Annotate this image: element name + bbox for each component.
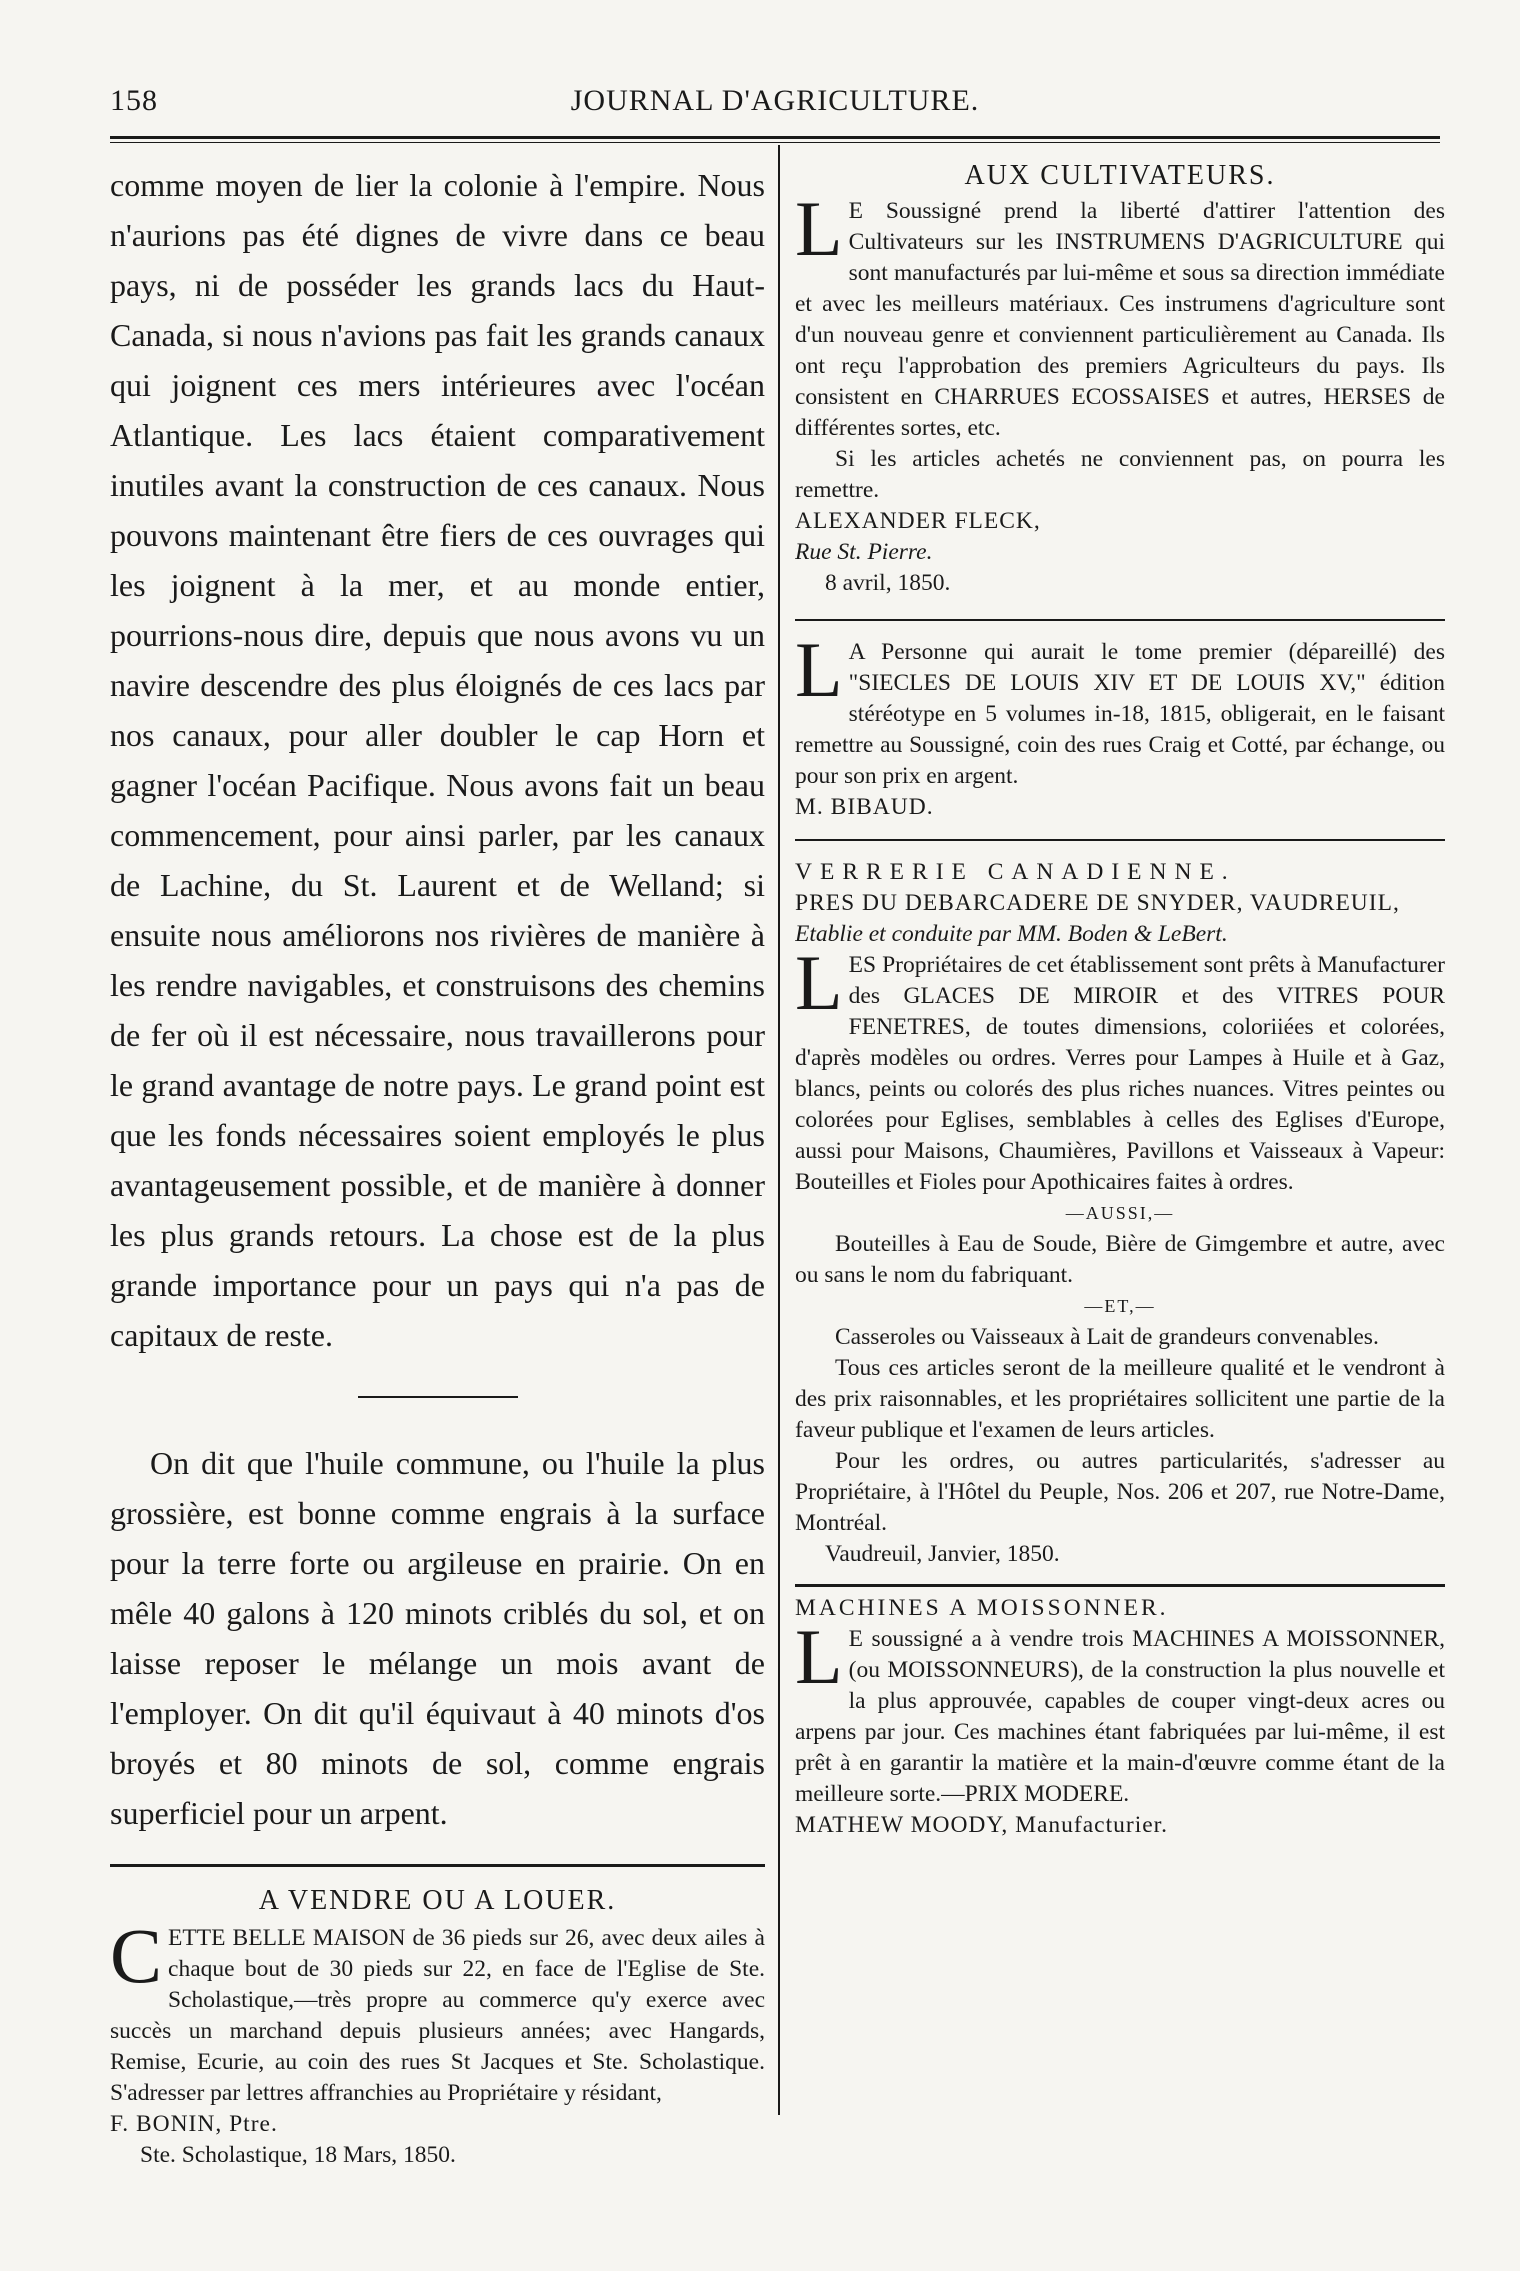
ad-address: Rue St. Pierre. <box>795 539 933 565</box>
header-rule <box>110 136 1440 139</box>
ad-text: L E Soussigné prend la liberté d'attirer l'attention des Cultivateurs sur les INSTRUMENS D'AGRICULTURE qui sont manufacturés par lui-même et sous sa direction immédiate et avec les meilleurs matériaux. Ces instrumens d'agriculture sont d'un nouveau genre et conviennent particulièrement au Canada. Ils ont reçu l'approbation des premiers Agriculteurs du pays. Ils consistent en CHARRUES ECOSSAISES et autres, HERSES de différentes sortes, etc. <box>795 185 1445 441</box>
ad-title: VERRERIE CANADIENNE. <box>795 859 1236 885</box>
ad-date: 8 avril, 1850. <box>825 570 951 596</box>
ad-text: Casseroles ou Vaisseaux à Lait de grandeurs convenables. <box>835 1324 1379 1350</box>
journal-title: JOURNAL D'AGRICULTURE. <box>570 84 980 117</box>
ad-date: Vaudreuil, Janvier, 1850. <box>825 1541 1060 1567</box>
ad-machines <box>795 1593 1445 1841</box>
header-rule-thin <box>110 142 1440 143</box>
ad-cultivateurs <box>795 160 1445 599</box>
ad-text: Bouteilles à Eau de Soude, Bière de Gimgembre et autre, avec ou sans le nom du fabriquant. <box>795 1231 1445 1288</box>
ad-signature: MATHEW MOODY, Manufacturier. <box>795 1812 1169 1838</box>
column-divider <box>778 145 780 2115</box>
right-column <box>795 160 1445 1841</box>
ad-date: Ste. Scholastique, 18 Mars, 1850. <box>140 2142 456 2168</box>
ad-signature: ALEXANDER FLECK, <box>795 508 1041 534</box>
drop-cap: L <box>795 626 843 713</box>
ad-signature: F. BONIN, Ptre. <box>110 2111 278 2137</box>
drop-cap: C <box>110 1912 163 1999</box>
ad-personne <box>795 626 1445 823</box>
drop-cap: L <box>795 185 843 272</box>
ad-subtitle: PRES DU DEBARCADERE DE SNYDER, VAUDREUIL, <box>795 890 1400 916</box>
ad-text: L E soussigné a à vendre trois MACHINES A MOISSONNER, (ou MOISSONNEURS), de la construction la plus nouvelle et la plus approuvée, capables de couper vingt-deux acres ou arpens par jour. Ces machines étant fabriquées par lui-même, il est prêt à en garantir la matière et la main-d'œuvre comme étant de la meilleure sorte.—PRIX MODERE. <box>795 1613 1445 1807</box>
ad-verrerie <box>795 857 1445 1570</box>
ad-title: AUX CULTIVATEURS. <box>964 160 1276 191</box>
ad-text: CETTE BELLE MAISON de 36 pieds sur 26, avec deux ailes à chaque bout de 30 pieds sur 22, en face de l'Eglise de Ste. Scholastique,—très propre au commerce qu'y exerce avec succès un marchand depuis plusieurs années; avec Hangards, Remise, Ecurie, au coin des rues St Jacques et Ste. Scholastique. S'adresser par lettres affranchies au Propriétaire y résidant, <box>110 1912 765 2106</box>
ad-title: MACHINES A MOISSONNER. <box>795 1595 1169 1621</box>
section-rule <box>110 1864 765 1867</box>
section-divider <box>358 1396 518 1398</box>
ad-title: A VENDRE OU A LOUER. <box>258 1885 617 1916</box>
ad-vendre-louer <box>110 1885 765 2171</box>
ad-subheading: —ET,— <box>1084 1296 1156 1316</box>
ad-text: Pour les ordres, ou autres particularités, s'adresser au Propriétaire, à l'Hôtel du Peuple, Nos. 206 et 207, rue Notre-Dame, Montréal. <box>795 1448 1445 1536</box>
drop-cap: L <box>795 1613 843 1700</box>
article-paragraph: On dit que l'huile commune, ou l'huile la plus grossière, est bonne comme engrais à la surface pour la terre forte ou argileuse en prairie. On en mêle 40 galons à 120 minots criblés du sol, et on laisse reposer le mélange un mois avant de l'employer. On dit qu'il équivaut à 40 minots d'os broyés et 80 minots de sol, comme engrais superficiel pour un arpent. <box>110 1445 765 1831</box>
article-body <box>110 160 765 1838</box>
ad-tagline: Etablie et conduite par MM. Boden & LeBert. <box>795 921 1228 947</box>
section-rule <box>795 839 1445 841</box>
section-rule <box>795 619 1445 621</box>
article-paragraph: comme moyen de lier la colonie à l'empire. Nous n'aurions pas été dignes de vivre dans ce beau pays, ni de posséder les grands lacs du Haut-Canada, si nous n'avions pas fait les grands canaux qui joignent ces mers intérieures avec l'océan Atlantique. Les lacs étaient comparativement inutiles avant la construction de ces canaux. Nous pouvons maintenant être fiers de ces ouvrages qui les joignent à la mer, et au monde entier, pourrions-nous dire, depuis que nous avons vu un navire descendre des plus éloignés de ces lacs par nos canaux, pour aller doubler le cap Horn et gagner l'océan Pacifique. Nous avons fait un beau commencement, pour ainsi parler, par les canaux de Lachine, du St. Laurent et de Welland; si ensuite nous améliorons nos rivières de manière à les rendre navigables, et construisons des chemins de fer où il est nécessaire, nous travaillerons pour le grand avantage de notre pays. Le grand point est que les fonds nécessaires soient employés le plus avantageusement possible, et de manière à donner les plus grands retours. La chose est de la plus grande importance pour un pays qui n'a pas de capitaux de reste. <box>110 167 765 1353</box>
ad-text: Si les articles achetés ne conviennent pas, on pourra les remettre. <box>795 446 1445 503</box>
ad-text: Tous ces articles seront de la meilleure qualité et le vendront à des prix raisonnables, et les propriétaires sollicitent une partie de la faveur publique et l'examen de leurs articles. <box>795 1355 1445 1443</box>
drop-cap: L <box>795 939 843 1026</box>
ad-text: LES Propriétaires de cet établissement sont prêts à Manufacturer des GLACES DE MIROIR et des VITRES POUR FENETRES, de toutes dimensions, coloriiées et colorées, d'après modèles ou ordres. Verres pour Lampes à Huile et à Gaz, blancs, peints ou colorés des plus riches nuances. Vitres peintes ou colorées pour Eglises, semblables à celles des Eglises d'Europe, aussi pour Maisons, Chaumières, Pavillons et Vaisseaux à Vapeur: Bouteilles et Fioles pour Apothicaires faites à ordres. <box>795 939 1445 1195</box>
section-rule <box>795 1584 1445 1587</box>
ad-subheading: —AUSSI,— <box>1065 1203 1175 1223</box>
page-number: 158 <box>110 84 158 117</box>
page-header <box>110 80 1440 130</box>
left-column <box>110 160 765 2171</box>
ad-text: L A Personne qui aurait le tome premier (dépareillé) des "SIECLES DE LOUIS XIV ET DE LOUIS XV," édition stéréotype en 5 volumes in-18, 1815, obligerait, en le faisant remettre au Soussigné, coin des rues Craig et Cotté, par échange, ou pour son prix en argent. <box>795 626 1445 789</box>
ad-signature: M. BIBAUD. <box>795 794 934 820</box>
